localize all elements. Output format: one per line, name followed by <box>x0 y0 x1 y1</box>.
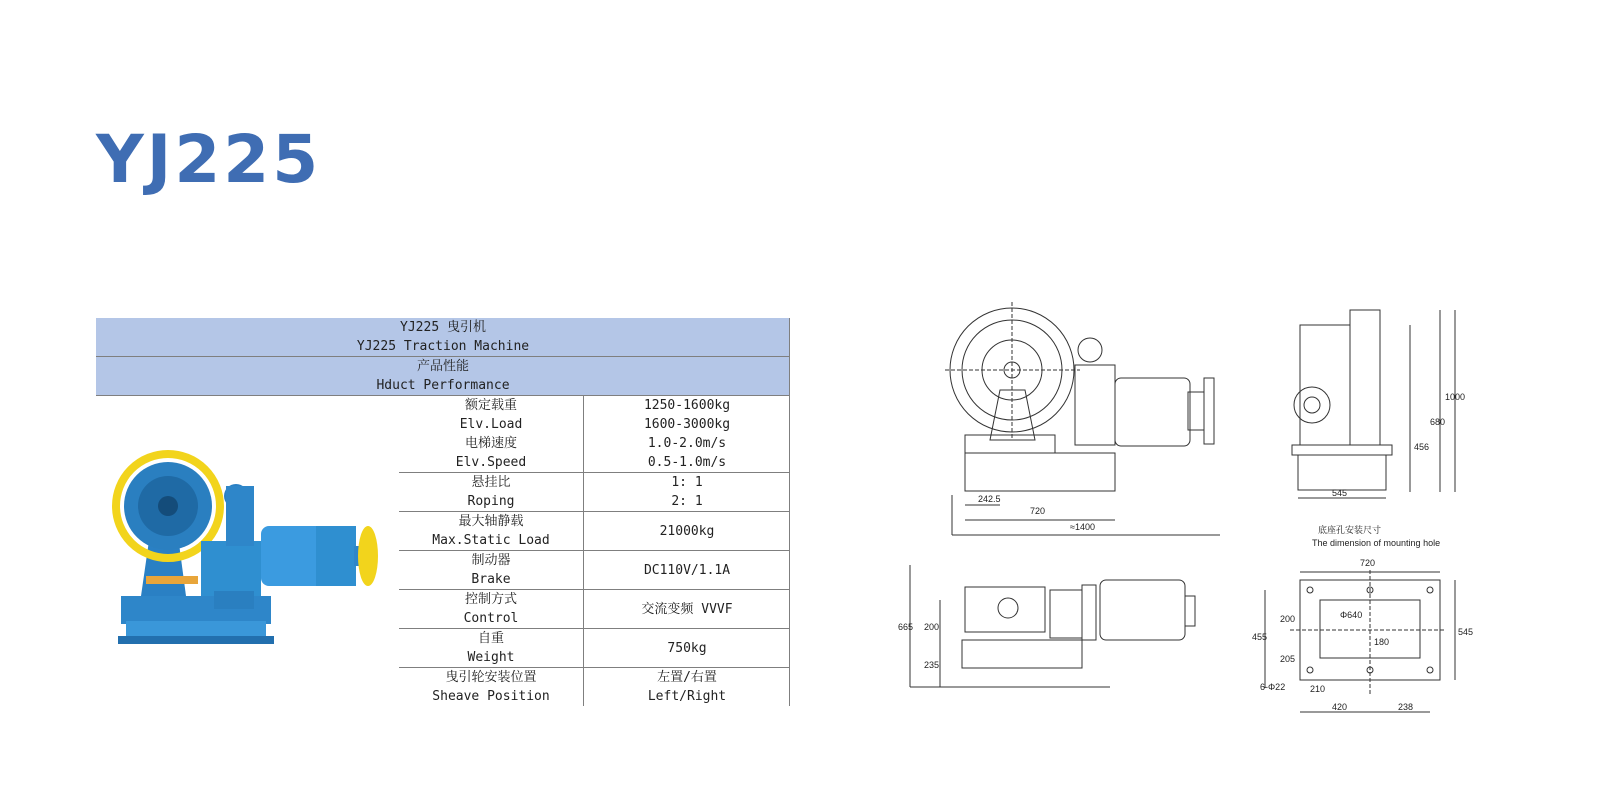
row-value: 1.0-2.0m/s <box>647 436 727 451</box>
dim-label: 6-Φ22 <box>1260 682 1286 692</box>
technical-drawings <box>900 300 1480 720</box>
table-right-border <box>789 318 790 706</box>
perf-en: Hduct Performance <box>376 378 510 393</box>
table-header <box>96 318 790 357</box>
row-value: 0.5-1.0m/s <box>647 455 727 470</box>
spec-row-control <box>399 590 790 629</box>
row-label-en: Weight <box>467 650 515 665</box>
dim-label: 545 <box>1458 627 1474 637</box>
row-label-en: Sheave Position <box>432 689 550 704</box>
dim-label: 200 <box>1280 614 1296 624</box>
row-label-en: Elv.Load <box>459 417 523 432</box>
row-label-en: Max.Static Load <box>432 533 550 548</box>
page-title: YJ225 <box>96 121 322 198</box>
spec-table <box>96 318 790 706</box>
row-label-en: Control <box>463 611 519 626</box>
row-value: 左置/右置 <box>657 670 717 685</box>
dim-label: 180 <box>1374 637 1390 647</box>
dim-label: 545 <box>1332 488 1348 498</box>
row-label-cn: 最大轴静载 <box>458 514 524 529</box>
side-view-drawing <box>1292 310 1455 498</box>
top-view-drawing <box>910 565 1195 687</box>
row-value: DC110V/1.1A <box>643 562 731 578</box>
row-label-en: Brake <box>471 572 511 587</box>
dim-label: 680 <box>1430 417 1446 427</box>
row-label-en: Roping <box>467 494 515 509</box>
row-value: 1: 1 <box>671 475 703 490</box>
dim-label: 720 <box>1360 558 1376 568</box>
dim-label: 238 <box>1398 702 1414 712</box>
row-value: 交流变频 VVVF <box>641 601 733 617</box>
base-mounting-drawing <box>1265 570 1455 712</box>
mounting-caption-cn: 底座孔安装尺寸 <box>1318 525 1382 535</box>
header-en: YJ225 Traction Machine <box>356 339 530 354</box>
dim-label: 1000 <box>1445 392 1466 402</box>
dim-label: 200 <box>924 622 940 632</box>
row-label-cn: 控制方式 <box>464 592 517 607</box>
spec-row-brake <box>399 551 790 590</box>
dim-label: 235 <box>924 660 940 670</box>
row-value: 1600-3000kg <box>643 417 731 432</box>
row-value: Left/Right <box>647 689 727 704</box>
row-label-cn: 制动器 <box>471 553 511 568</box>
dim-label: 455 <box>1252 632 1268 642</box>
dim-label: Φ640 <box>1340 610 1363 620</box>
dim-label: 420 <box>1332 702 1348 712</box>
spec-row-static-load <box>399 512 790 551</box>
dim-label: 210 <box>1310 684 1326 694</box>
spec-row-roping <box>399 473 790 512</box>
row-value: 21000kg <box>659 523 715 539</box>
dim-label: 720 <box>1030 506 1046 516</box>
dim-label: 665 <box>898 622 914 632</box>
row-label-cn: 曳引轮安装位置 <box>445 670 537 685</box>
perf-cn: 产品性能 <box>416 359 469 374</box>
spec-row-weight <box>399 629 790 668</box>
spec-row-load-speed <box>399 396 790 473</box>
row-label-en: Elv.Speed <box>455 455 527 470</box>
dim-label: ≈1400 <box>1070 522 1095 532</box>
row-label-cn: 悬挂比 <box>471 475 511 490</box>
row-value: 2: 1 <box>671 494 703 509</box>
dim-label: 456 <box>1414 442 1430 452</box>
row-value: 750kg <box>667 640 707 656</box>
row-label-cn: 额定载重 <box>464 398 517 413</box>
performance-header <box>96 357 790 396</box>
row-value: 1250-1600kg <box>643 398 731 413</box>
row-label-cn: 自重 <box>477 631 504 646</box>
row-label-cn: 电梯速度 <box>464 436 517 451</box>
mounting-caption-en: The dimension of mounting hole <box>1312 538 1441 548</box>
header-cn: YJ225 曳引机 <box>400 320 486 335</box>
spec-row-sheave-position <box>399 668 790 706</box>
traction-machine-photo <box>96 396 399 706</box>
dim-label: 205 <box>1280 654 1296 664</box>
dim-label: 242.5 <box>978 494 1001 504</box>
